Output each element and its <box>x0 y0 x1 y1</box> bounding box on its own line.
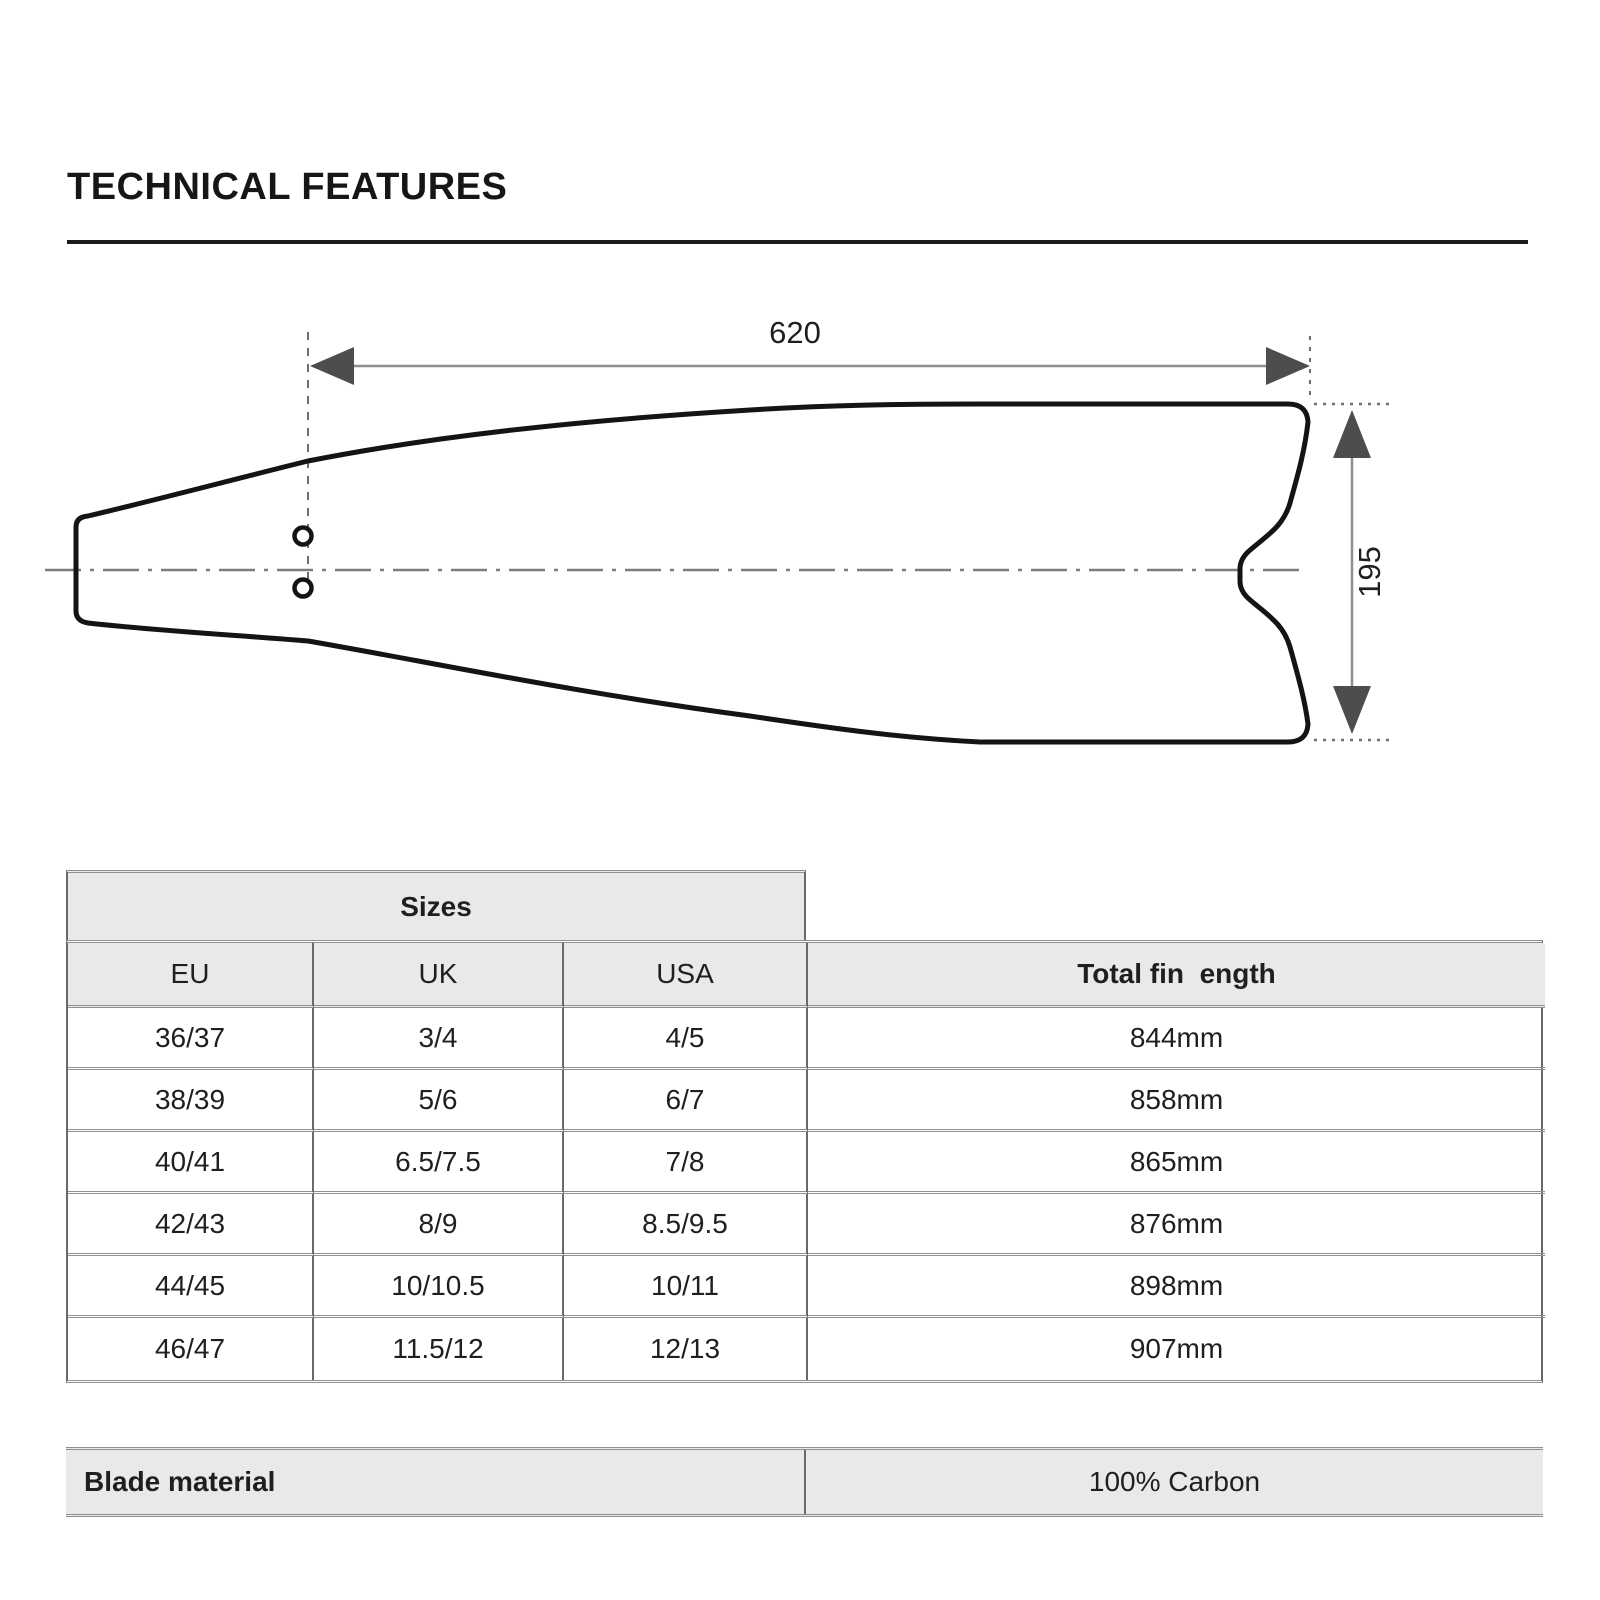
size-cell-usa: 10/11 <box>564 1256 808 1318</box>
size-cell-uk: 5/6 <box>314 1070 564 1132</box>
column-header-uk: UK <box>314 943 564 1008</box>
length-arrowhead-left-icon <box>310 347 354 385</box>
size-cell-total-length: 844mm <box>808 1008 1545 1070</box>
size-cell-eu: 46/47 <box>68 1318 314 1380</box>
size-cell-uk: 8/9 <box>314 1194 564 1256</box>
size-cell-total-length: 876mm <box>808 1194 1545 1256</box>
size-cell-usa: 12/13 <box>564 1318 808 1380</box>
mount-hole-top <box>295 528 312 545</box>
size-cell-uk: 11.5/12 <box>314 1318 564 1380</box>
size-cell-eu: 40/41 <box>68 1132 314 1194</box>
size-cell-usa: 8.5/9.5 <box>564 1194 808 1256</box>
mount-hole-bottom <box>295 580 312 597</box>
column-header-usa: USA <box>564 943 808 1008</box>
width-arrowhead-bottom-icon <box>1333 686 1371 734</box>
size-cell-usa: 7/8 <box>564 1132 808 1194</box>
title-underline <box>67 240 1528 244</box>
size-cell-eu: 38/39 <box>68 1070 314 1132</box>
size-cell-uk: 10/10.5 <box>314 1256 564 1318</box>
width-arrowhead-top-icon <box>1333 410 1371 458</box>
width-dimension-label: 195 <box>1352 546 1387 598</box>
size-cell-uk: 3/4 <box>314 1008 564 1070</box>
sizes-group-header: Sizes <box>66 870 806 940</box>
page-title: TECHNICAL FEATURES <box>67 166 508 208</box>
size-cell-total-length: 898mm <box>808 1256 1545 1318</box>
size-cell-total-length: 907mm <box>1129 1333 1224 1364</box>
size-cell-uk: 6.5/7.5 <box>314 1132 564 1194</box>
length-arrowhead-right-icon <box>1266 347 1310 385</box>
sizes-table <box>66 940 1543 1383</box>
column-header-total-fin-length: Total fin ength <box>808 943 1545 1008</box>
size-cell-usa: 4/5 <box>564 1008 808 1070</box>
fin-outline <box>76 404 1308 742</box>
column-header-eu: EU <box>68 943 314 1008</box>
length-dimension-label: 620 <box>769 315 821 350</box>
size-cell-usa: 6/7 <box>564 1070 808 1132</box>
blade-material-value: 100% Carbon <box>1088 1466 1261 1497</box>
blade-material-label: Blade material <box>66 1450 806 1514</box>
blade-material-table <box>66 1447 1543 1517</box>
size-cell-eu: 44/45 <box>68 1256 314 1318</box>
size-cell-total-length: 858mm <box>808 1070 1545 1132</box>
size-cell-eu: 42/43 <box>68 1194 314 1256</box>
size-cell-eu: 36/37 <box>68 1008 314 1070</box>
size-cell-total-length: 865mm <box>808 1132 1545 1194</box>
